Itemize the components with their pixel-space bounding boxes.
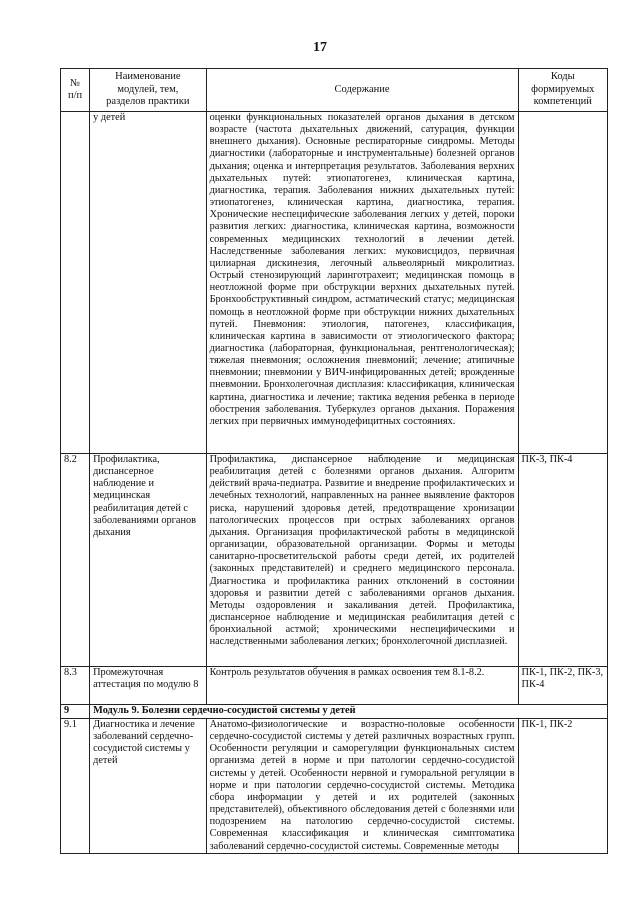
module-num: 9: [61, 705, 90, 719]
module-title: Модуль 9. Болезни сердечно-сосудистой системы у детей: [90, 705, 608, 719]
row-content: Контроль результатов обучения в рамках освоения тем 8.1-8.2.: [206, 667, 518, 705]
table-header-row: [61, 69, 608, 112]
row-name: Промежуточная аттестация по модулю 8: [90, 667, 206, 705]
page-number: 17: [313, 40, 327, 55]
header-codes: Коды формируемых компетенций: [518, 69, 607, 112]
header-name: Наименование модулей, тем, разделов практики: [90, 69, 206, 112]
row-name: у детей: [90, 112, 206, 454]
module-header-row: [61, 705, 608, 719]
table-row: [61, 719, 608, 854]
row-name: Диагностика и лечение заболеваний сердечно-сосудистой системы у детей: [90, 719, 206, 854]
row-codes: ПК-3, ПК-4: [518, 454, 607, 667]
row-num: 8.3: [61, 667, 90, 705]
row-num: 9.1: [61, 719, 90, 854]
row-num: [61, 112, 90, 454]
row-num: 8.2: [61, 454, 90, 667]
row-content: Анатомо-физиологические и возрастно-половые особенности сердечно-сосудистой системы у детей различных возрастных групп. Особенности регуляции и саморегуляции функциональных систем организма детей в норме и при патологии сердечно-сосудистой системы у детей. Особенности нервной и гуморальной регуляции в норме и при патологии сердечно-сосудистой системы. Методика сбора информации у детей и их родителей (законных представителей), объективного обследования детей с болезнями или подозрением на патологию сердечно-сосудистой системы. Современная классификация и клиническая симптоматика заболеваний сердечно-сосудистой системы. Современные методы: [206, 719, 518, 854]
row-codes: ПК-1, ПК-2, ПК-3, ПК-4: [518, 667, 607, 705]
table-row: [61, 454, 608, 667]
header-num: № п/п: [61, 69, 90, 112]
table-row: [61, 112, 608, 454]
row-codes: [518, 112, 607, 454]
row-codes: ПК-1, ПК-2: [518, 719, 607, 854]
curriculum-table: [60, 68, 608, 854]
header-content: Содержание: [206, 69, 518, 112]
table-row: [61, 667, 608, 705]
row-name: Профилактика, диспансерное наблюдение и медицинская реабилитация детей с заболеваниями органов дыхания: [90, 454, 206, 667]
row-content: Профилактика, диспансерное наблюдение и медицинская реабилитация детей с болезнями органов дыхания. Алгоритм действий врача-педиатра. Развитие и внедрение профилактических и лечебных технологий, направленных на раннее выявление факторов риска, нарушений здоровья детей, предотвращение хронизации патологических процессов при острых заболеваниях органов дыхания. Организация профилактической работы в медицинской организации, образовательной организации. Формы и методы санитарно-просветительской работы среди детей, их родителей (законных представителей) и среднего медицинского персонала. Диагностика и профилактика ранних отклонений в состоянии здоровья и развитии детей с заболеваниями органов дыхания. Методы оздоровления и закаливания детей. Профилактика, диспансерное наблюдение и медицинская реабилитация детей с бронхиальной астмой; хроническими неспецифическими и наследственными заболевания легких; бронхолегочной дисплазией.: [206, 454, 518, 667]
row-content: оценки функциональных показателей органов дыхания в детском возрасте (частота дыхательных движений, сатурация, функции внешнего дыхания). Основные респираторные синдромы. Методы диагностики (лабораторные и инструментальные) болезней органов дыхания; оценка и интерпретация результатов. Заболевания верхних дыхательных путей: этиопатогенез, клиническая картина, диагностика, терапия. Заболевания нижних дыхательных путей: этиопатогенез, клиническая картина, диагностика, терапия. Хронические неспецифические заболевания легких у детей, пороки развития легких: диагностика, клиническая картина, возможности современных медицинских технологий в лечении детей. Наследственные заболевания легких: муковисцидоз, первичная цилиарная дискинезия, легочный альвеолярный микролитиаз. Острый стенозирующий ларинготрахеит; медицинская помощь в неотложной форме при обструкции верхних дыхательных путей. Бронхообструктивный синдром, астматический статус; медицинская помощь в неотложной форме при обструкции нижних дыхательных путей. Пневмония: этиология, патогенез, классификация, клиническая картина в зависимости от этиологического фактора; диагностика (лабораторная, функциональная, рентгенологическая); тяжелая пневмония; осложнения пневмоний; лечение; атипичные пневмонии; пневмонии у ВИЧ-инфицированных детей; врожденные пневмонии. Бронхолегочная дисплазия: классификация, клиническая картина, диагностика и лечение; тактика ведения ребенка в периоде обострения заболевания. Туберкулез органов дыхания. Поражения легких при первичных иммунодефицитных состояниях.: [206, 112, 518, 454]
